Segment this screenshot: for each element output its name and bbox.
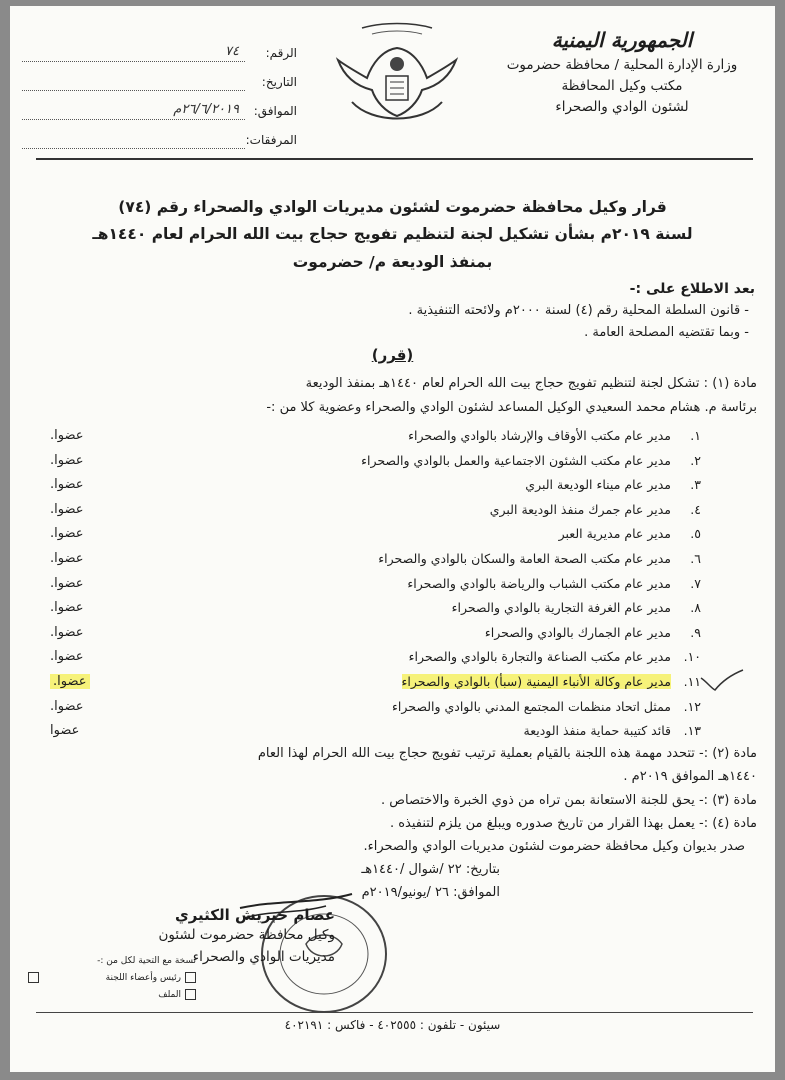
list-item bbox=[50, 453, 701, 478]
list-item-highlighted bbox=[50, 674, 701, 699]
article-3: مادة (٣) :- يحق للجنة الاستعانة بمن تراه من ذوي الخبرة والاختصاص . bbox=[381, 793, 757, 808]
list-item bbox=[50, 477, 701, 502]
list-item bbox=[50, 723, 701, 748]
copies-heading: نسخة مع التحية لكل من :- bbox=[97, 956, 196, 966]
office-subtitle: لشئون الوادي والصحراء bbox=[555, 99, 689, 115]
signatory-role: وكيل محافظة حضرموت لشئون bbox=[158, 927, 335, 943]
decision-title-line2: لسنة ٢٠١٩م بشأن تشكيل لجنة لتنظيم تفويج حجاج بيت الله الحرام لعام ١٤٤٠هـ bbox=[92, 225, 693, 243]
member-number: ٤. bbox=[690, 501, 701, 517]
document-page bbox=[10, 6, 775, 1072]
member-role: عضوا. bbox=[50, 550, 84, 566]
member-title: مدير عام جمرك منفذ الوديعة البري bbox=[489, 501, 671, 517]
member-number: ٧. bbox=[690, 575, 701, 591]
member-title: مدير عام مكتب الأوقاف والإرشاد بالوادي والصحراء bbox=[408, 428, 671, 443]
checkbox bbox=[185, 972, 196, 983]
member-role: عضوا. bbox=[50, 501, 84, 517]
ref-corresponding-label: الموافق: bbox=[253, 103, 297, 118]
list-item bbox=[50, 551, 701, 576]
decision-heading: (قرر) bbox=[371, 346, 414, 364]
member-number: ٨. bbox=[690, 600, 701, 616]
preamble-item: - قانون السلطة المحلية رقم (٤) لسنة ٢٠٠٠م ولائحته التنفيذية . bbox=[408, 303, 749, 318]
checkbox bbox=[28, 972, 39, 983]
list-item bbox=[50, 576, 701, 601]
signatory-name: عصام حبريش الكثيري bbox=[174, 906, 335, 924]
list-item bbox=[50, 502, 701, 527]
member-number: ٣. bbox=[690, 477, 701, 493]
member-title: مدير عام وكالة الأنباء اليمنية (سبأ) بالوادي والصحراء bbox=[401, 673, 671, 689]
reference-fields bbox=[22, 38, 297, 154]
preamble-item: - وبما تقتضيه المصلحة العامة . bbox=[584, 325, 749, 340]
checkbox bbox=[185, 989, 196, 1000]
list-item bbox=[50, 526, 701, 551]
member-number: ١٣. bbox=[683, 723, 701, 739]
article-1-line2: برئاسة م. هشام محمد السعيدي الوكيل المساعد لشئون الوادي والصحراء وعضوية كلا من :- bbox=[266, 400, 757, 415]
footer-contact: سيئون - تلفون : ٤٠٢٥٥٥ - فاكس : ٤٠٢١٩١ bbox=[284, 1018, 501, 1032]
ref-date-label: التاريخ: bbox=[261, 74, 297, 89]
member-title: مدير عام الغرفة التجارية بالوادي والصحراء bbox=[451, 600, 671, 616]
member-number: ٦. bbox=[690, 550, 701, 566]
member-title: مدير عام مكتب الصحة العامة والسكان بالوادي والصحراء bbox=[378, 550, 671, 566]
ministry-name: وزارة الإدارة المحلية / محافظة حضرموت bbox=[506, 57, 738, 73]
list-item bbox=[50, 649, 701, 674]
member-number: ١١. bbox=[683, 673, 701, 689]
member-role: عضوا. bbox=[50, 575, 84, 591]
copy-item bbox=[28, 972, 196, 983]
member-role: عضوا. bbox=[50, 452, 84, 468]
list-item bbox=[50, 699, 701, 724]
ref-number-label: الرقم: bbox=[265, 45, 297, 60]
list-item bbox=[50, 428, 701, 453]
letterhead-right bbox=[487, 28, 757, 115]
article-2-line1: مادة (٢) :- تتحدد مهمة هذه اللجنة بالقيام بعملية ترتيب تفويج حجاج بيت الله الحرام لهذا العام bbox=[257, 746, 757, 761]
decision-title-line3: بمنفذ الوديعة م/ حضرموت bbox=[292, 253, 493, 271]
article-4: مادة (٤) :- يعمل بهذا القرار من تاريخ صدوره ويبلغ من يلزم لتنفيذه . bbox=[389, 816, 757, 831]
article-1-line1: مادة (١) : تشكل لجنة لتنظيم تفويج حجاج بيت الله الحرام لعام ١٤٤٠هـ بمنفذ الوديعة bbox=[305, 376, 757, 391]
copy-label: الملف bbox=[158, 989, 181, 1000]
ref-attachments-value bbox=[22, 131, 245, 149]
member-number: ١٠. bbox=[683, 649, 701, 665]
copy-item bbox=[28, 989, 196, 1000]
ref-number-row bbox=[22, 38, 297, 67]
list-item bbox=[50, 625, 701, 650]
member-role: عضوا. bbox=[50, 649, 84, 665]
member-number: ١٢. bbox=[683, 698, 701, 714]
list-item bbox=[50, 600, 701, 625]
copy-label: رئيس وأعضاء اللجنة bbox=[105, 972, 181, 983]
member-role: عضوا. bbox=[50, 674, 90, 689]
member-role: عضوا. bbox=[50, 600, 84, 616]
issued-statement: صدر بديوان وكيل محافظة حضرموت لشئون مديريات الوادي والصحراء. bbox=[363, 839, 745, 854]
ref-corresponding-value: ٢٦/٦/٢٠١٩م bbox=[22, 102, 245, 120]
member-role: عضوا. bbox=[50, 428, 84, 443]
member-title: مدير عام مكتب الشئون الاجتماعية والعمل بالوادي والصحراء bbox=[361, 452, 671, 468]
ref-corresponding-row bbox=[22, 96, 297, 125]
member-role: عضوا. bbox=[50, 624, 84, 640]
member-role: عضوا. bbox=[50, 526, 84, 542]
copies-list bbox=[28, 956, 196, 1000]
footer-divider bbox=[36, 1012, 753, 1013]
member-title: مدير عام مديرية العبر bbox=[558, 526, 671, 542]
preamble-heading: بعد الاطلاع على :- bbox=[629, 281, 755, 297]
member-title: قائد كتيبة حماية منفذ الوديعة bbox=[523, 723, 671, 739]
republic-name: الجمهورية اليمنية bbox=[551, 28, 693, 52]
member-number: ٢. bbox=[690, 452, 701, 468]
member-number: ٩. bbox=[690, 624, 701, 640]
article-2-line2: ١٤٤٠هـ الموافق ٢٠١٩م . bbox=[623, 769, 757, 784]
decision-title-line1: قرار وكيل محافظة حضرموت لشئون مديريات الوادي والصحراء رقم (٧٤) bbox=[118, 198, 667, 216]
member-role: عضوا bbox=[50, 723, 80, 739]
member-number: ٥. bbox=[690, 526, 701, 542]
office-name: مكتب وكيل المحافظة bbox=[561, 78, 683, 94]
member-title: مدير عام ميناء الوديعة البري bbox=[525, 477, 671, 493]
ref-attachments-row bbox=[22, 125, 297, 154]
member-title: مدير عام مكتب الشباب والرياضة بالوادي والصحراء bbox=[407, 575, 671, 591]
gregorian-date: الموافق: ٢٦ /يونيو/٢٠١٩م bbox=[361, 885, 500, 900]
member-role: عضوا. bbox=[50, 477, 84, 493]
member-title: مدير عام مكتب الصناعة والتجارة بالوادي والصحراء bbox=[408, 649, 671, 665]
committee-members-list bbox=[50, 428, 701, 748]
ref-attachments-label: المرفقات: bbox=[245, 132, 297, 147]
yemen-emblem-icon bbox=[332, 20, 462, 140]
header-divider bbox=[36, 158, 753, 160]
ref-date-row bbox=[22, 67, 297, 96]
member-role: عضوا. bbox=[50, 698, 84, 714]
checkmark-icon bbox=[699, 668, 745, 692]
ref-date-value bbox=[22, 73, 245, 91]
ref-number-value: ٧٤ bbox=[22, 44, 245, 62]
hijri-date: بتاريخ: ٢٢ /شوال /١٤٤٠هـ bbox=[361, 862, 500, 877]
signatory-role: مديريات الوادي والصحراء bbox=[192, 949, 335, 965]
member-title: ممثل اتحاد منظمات المجتمع المدني بالوادي والصحراء bbox=[392, 698, 671, 714]
member-number: ١. bbox=[690, 428, 701, 443]
member-title: مدير عام الجمارك بالوادي والصحراء bbox=[484, 624, 671, 640]
